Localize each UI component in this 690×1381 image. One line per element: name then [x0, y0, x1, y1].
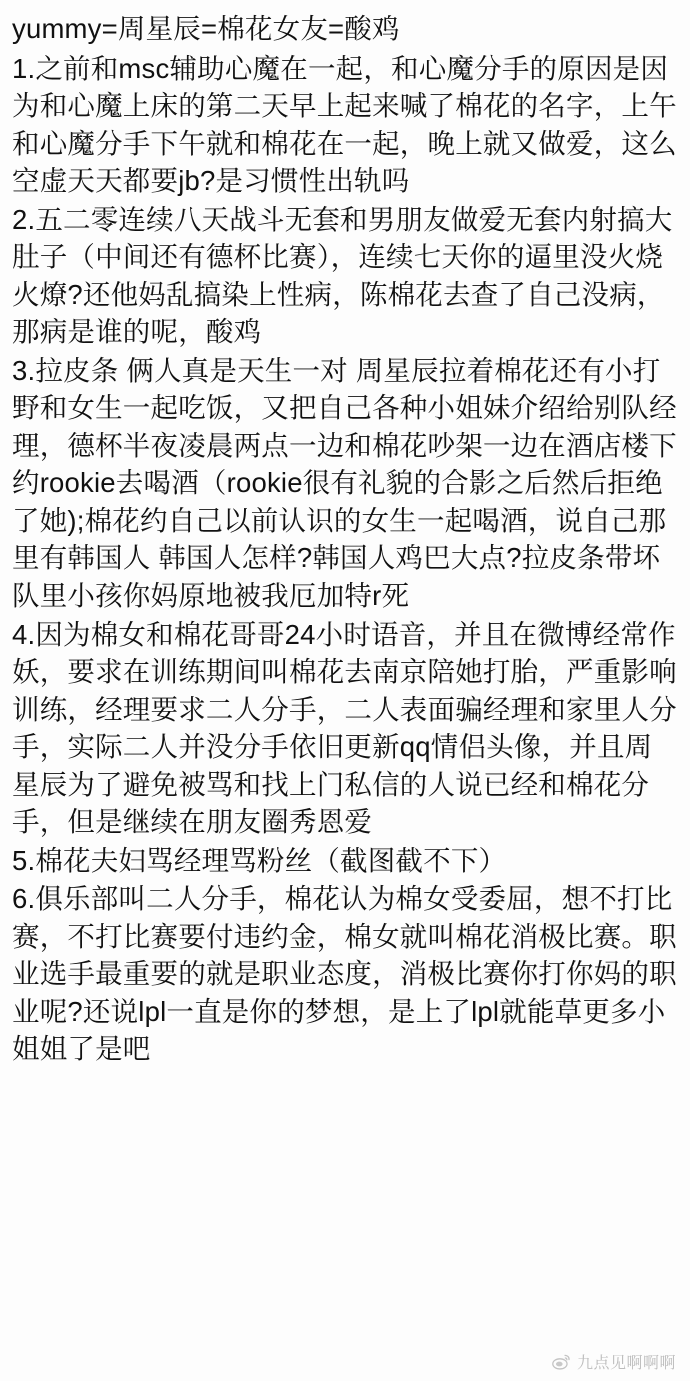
document-paragraph-5: 5.棉花夫妇骂经理骂粉丝（截图截不下）	[12, 844, 507, 876]
watermark-username: 九点见啊啊啊	[576, 1355, 676, 1372]
document-body	[12, 10, 678, 1068]
document-paragraph-2: 2.五二零连续八天战斗无套和男朋友做爱无套内射搞大肚子（中间还有德杯比赛），连续七天你的逼里没火烧火燎?还他妈乱搞染上性病，陈棉花去查了自己没病，那病是谁的呢，酸鸡	[12, 203, 673, 348]
document-paragraph-3: 3.拉皮条 俩人真是天生一对 周星辰拉着棉花还有小打野和女生一起吃饭，又把自己各种小姐妹介绍给别队经理，德杯半夜凌晨两点一边和棉花吵架一边在酒店楼下约rookie去喝酒（rookie很有礼貌的合影之后然后拒绝了她);棉花约自己以前认识的女生一起喝酒，说自己那里有韩国人 韩国人怎样?韩国人鸡巴大点?拉皮条带坏队里小孩你妈原地被我厄加特r死	[12, 354, 677, 611]
document-paragraph-4: 4.因为棉女和棉花哥哥24小时语音，并且在微博经常作妖，要求在训练期间叫棉花去南京陪她打胎，严重影响训练，经理要求二人分手，二人表面骗经理和家里人分手，实际二人并没分手依旧更新qq情侣头像，并且周星辰为了避免被骂和找上门私信的人说已经和棉花分手，但是继续在朋友圈秀恩爱	[12, 618, 677, 838]
weibo-icon	[552, 1352, 571, 1371]
watermark	[552, 1350, 676, 1373]
document-title-line: yummy=周星辰=棉花女友=酸鸡	[12, 13, 400, 44]
document-paragraph-6: 6.俱乐部叫二人分手，棉花认为棉女受委屈，想不打比赛，不打比赛要付违约金，棉女就叫棉花消极比赛。职业选手最重要的就是职业态度，消极比赛你打你妈的职业呢?还说lpl一直是你的梦想，是上了lpl就能草更多小姐姐了是吧	[12, 883, 677, 1065]
document-paragraph-1: 1.之前和msc辅助心魔在一起，和心魔分手的原因是因为和心魔上床的第二天早上起来喊了棉花的名字，上午和心魔分手下午就和棉花在一起，晚上就又做爱，这么空虚天天都要jb?是习惯性出轨吗	[12, 52, 677, 197]
